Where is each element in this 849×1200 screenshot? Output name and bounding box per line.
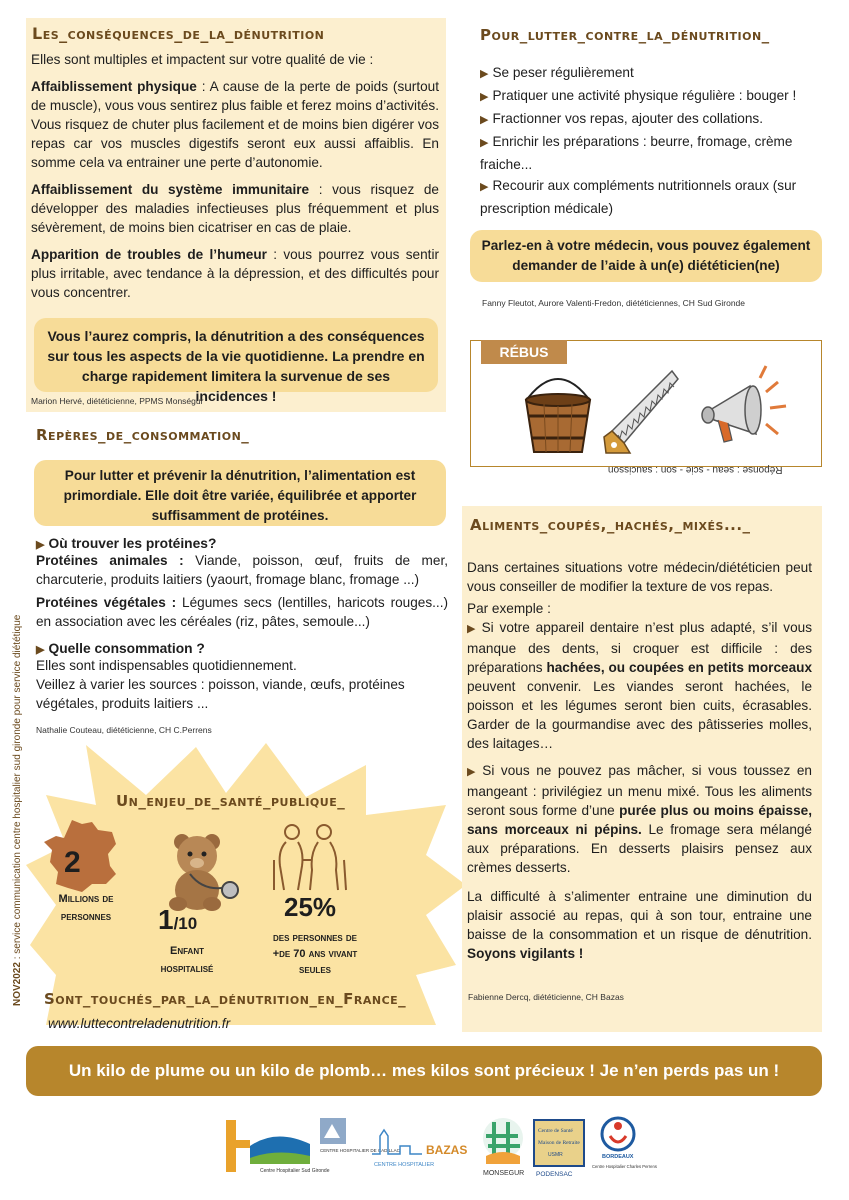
svg-text:CENTRE HOSPITALIER: CENTRE HOSPITALIER <box>374 1162 435 1168</box>
logo-ch-sud-gironde <box>226 1118 330 1176</box>
svg-text:BAZAS: BAZAS <box>426 1143 468 1157</box>
reperes-credit: Nathalie Couteau, diététicienne, CH C.Perrens <box>36 725 212 735</box>
aliments-conclusion: La difficulté à s’alimenter entraine une diminution du plaisir associé au repas, qui à son tour, entraine une baisse de la consommation et un risque de dénutrition. Soyons vigilants ! <box>467 889 812 961</box>
charles-perrens-logo-icon <box>590 1114 657 1178</box>
fight-title: Pour_lutter_contre_la_dénutrition_ <box>480 26 770 44</box>
triangle-icon: ▶ <box>480 137 489 149</box>
triangle-icon: ▶ <box>467 623 478 635</box>
aliments-chopped-paragraph: ▶ Si votre appareil dentaire n’est plus adapté, s’il vous manque des dents, si croquer est difficile : des préparations hachées, ou coupées en petits morceaux peuvent convenir. Les viandes seront hachées, le poisson et les légumes seront bien cuits, écrasables. Garder de la gourmandise avec des pâtisseries molles, des laitages… <box>467 620 813 751</box>
rebus-label: RÉBUS <box>481 340 567 364</box>
aliments-body <box>467 558 812 963</box>
svg-text:MONSEGUR: MONSEGUR <box>483 1170 525 1177</box>
stat-children-label: Enfant hospitalisé <box>160 945 214 975</box>
reperes-body <box>36 530 448 713</box>
physical-weakness-paragraph: Affaiblissement physique : A cause de la perte de poids (surtout de muscle), vous vous sentirez plus faible et ferez moins d’activités. Vous risquez de chuter plus facilement et de moins bien digérer vos repas car vos muscles digestifs seront eux aussi affaiblis. En somme cela va entrainer une perte d’autonomie. <box>31 79 440 170</box>
svg-text:BORDEAUX: BORDEAUX <box>602 1154 634 1160</box>
stat-millions-label: Millions de personnes <box>58 893 114 923</box>
podensac-logo-icon <box>532 1118 586 1178</box>
consequences-intro: Elles sont multiples et impactent sur votre qualité de vie : <box>31 52 374 67</box>
logo-cadillac <box>318 1116 400 1178</box>
svg-text:Centre de Santé: Centre de Santé <box>538 1128 573 1134</box>
mood-disorders-paragraph: Apparition de troubles de l’humeur : vous pourrez vous sentir plus irritable, avec tendance à la dépression, et des difficultés pour vous concentrer. <box>31 247 439 300</box>
consequences-title: Les_conséquences_de_la_dénutrition <box>32 24 325 43</box>
stat-elderly-label: des personnes de +de 70 ans vivant seules <box>272 932 358 976</box>
svg-text:USMR: USMR <box>548 1152 563 1158</box>
svg-text:Centre Hospitalier Sud Gironde: Centre Hospitalier Sud Gironde <box>260 1168 330 1174</box>
svg-text:PODENSAC: PODENSAC <box>536 1171 573 1178</box>
svg-text:CENTRE HOSPITALIER DE CADILLAC: CENTRE HOSPITALIER DE CADILLAC <box>320 1148 400 1153</box>
megaphone-icon <box>690 362 790 452</box>
stat-children-value: 1/10 <box>158 904 198 935</box>
aliments-mixed-paragraph: ▶ Si vous ne pouvez pas mâcher, si vous toussez en mangeant : privilégiez un menu mixé. Tous les aliments seront sous forme d’une purée plus ou moins épaisse, sans morceaux ni pépins. Le fromage sera mélangé aux préparations. En desserts plaisirs pensez aux crèmes desserts. <box>467 763 812 875</box>
footer-banner: Un kilo de plume ou un kilo de plomb… mes kilos sont précieux ! Je n’en perds pas un ! <box>26 1046 822 1096</box>
consumption-line-2: Veillez à varier les sources : poisson, viande, œufs, protéines végétales, produits laitiers ... <box>36 677 405 711</box>
aliments-credit: Fabienne Dercq, diététicienne, CH Bazas <box>468 992 624 1002</box>
aliments-title: Aliments_coupés,_hachés,_mixés..._ <box>470 516 751 534</box>
consequences-body <box>31 50 439 302</box>
rebus-answer: Réponse : seau - scie - son : saucisson <box>608 464 783 475</box>
france-map-icon <box>42 818 122 894</box>
svg-text:Centre Hospitalier Charles Per: Centre Hospitalier Charles Perrens <box>592 1164 657 1169</box>
reperes-title: Repères_de_consommation_ <box>36 426 250 444</box>
fight-callout: Parlez-en à votre médecin, vous pouvez également demander de l’aide à un(e) diététicien(ne) <box>470 230 822 282</box>
triangle-icon: ▶ <box>480 181 489 193</box>
elderly-couple-icon <box>266 820 356 892</box>
reperes-callout: Pour lutter et prévenir la dénutrition, l’alimentation est primordiale. Elle doit être variée, équilibrée et apporter suffisamment de protéines. <box>34 460 446 526</box>
fight-bullet: ▶ Recourir aux compléments nutritionnels oraux (sur prescription médicale) <box>480 178 797 216</box>
enjeu-bottom-title: Sont_touchés_par_la_dénutrition_en_France_ <box>44 990 407 1008</box>
consequences-credit: Marion Hervé, diététicienne, PPMS Monségur <box>31 396 204 406</box>
triangle-icon: ▶ <box>480 91 489 103</box>
triangle-icon: ▶ <box>36 539 45 551</box>
logo-charles-perrens <box>590 1114 657 1178</box>
fight-credit: Fanny Fleutot, Aurore Valenti-Fredon, diététiciennes, CH Sud Gironde <box>482 298 746 308</box>
animal-proteins: Protéines animales : Viande, poisson, œuf, fruits de mer, charcuterie, produits laitiers (yaourt, fromage blanc, fromage ...) <box>36 553 448 587</box>
consumption-question: ▶ Quelle consommation ? <box>36 641 205 656</box>
fight-bullet: ▶ Fractionner vos repas, ajouter des collations. <box>480 111 763 126</box>
fight-bullets <box>480 62 810 219</box>
bucket-icon <box>518 372 598 456</box>
fight-bullet: ▶ Se peser régulièrement <box>480 65 634 80</box>
logo-podensac <box>532 1118 586 1178</box>
triangle-icon: ▶ <box>36 644 45 656</box>
triangle-icon: ▶ <box>467 766 479 778</box>
enjeu-title: Un_enjeu_de_santé_publique_ <box>116 792 346 810</box>
cadillac-logo-icon <box>318 1116 400 1178</box>
svg-text:Maison de Retraite: Maison de Retraite <box>538 1140 580 1146</box>
consequences-callout: Vous l’aurez compris, la dénutrition a des conséquences sur tous les aspects de la vie quotidienne. La prendre en charge rapidement limitera la survenue de ses incidences ! <box>34 318 438 392</box>
logo-bazas <box>370 1124 474 1172</box>
consumption-line-1: Elles sont indispensables quotidiennement. <box>36 658 297 673</box>
ch-sud-gironde-logo-icon <box>226 1118 330 1176</box>
immune-weakness-paragraph: Affaiblissement du système immunitaire : vous risquez de développer des maladies infectieuses plus fréquemment et plus sévèrement, de moins bien cicatriser en cas de plaie. <box>31 182 439 235</box>
triangle-icon: ▶ <box>480 68 489 80</box>
monsegur-logo-icon <box>478 1114 528 1178</box>
proteins-where-question: ▶ Où trouver les protéines? <box>36 536 217 551</box>
triangle-icon: ▶ <box>480 114 489 126</box>
aliments-intro: Dans certaines situations votre médecin/diététicien peut vous conseiller de modifier la texture de vos repas. <box>467 560 812 594</box>
fight-bullet: ▶ Pratiquer une activité physique régulière : bouger ! <box>480 88 797 103</box>
teddy-bear-icon <box>160 830 250 912</box>
aliments-example: Par exemple : <box>467 601 551 616</box>
website-link[interactable]: www.luttecontreladenutrition.fr <box>48 1016 231 1031</box>
side-note: NOV2022 : service communication centre hospitalier sud gironde pour service diététique <box>12 614 23 1006</box>
fight-bullet: ▶ Enrichir les préparations : beurre, fromage, crème fraiche... <box>480 134 793 172</box>
stat-elderly-value: 25% <box>284 892 337 922</box>
vegetable-proteins: Protéines végétales : Légumes secs (lentilles, haricots rouges...) en association avec les céréales (riz, pâtes, semoule...) <box>36 595 448 629</box>
saw-icon <box>600 365 680 457</box>
bazas-logo-icon <box>370 1124 474 1172</box>
logo-monsegur <box>478 1114 528 1178</box>
stat-millions-value: 2 <box>64 846 81 879</box>
